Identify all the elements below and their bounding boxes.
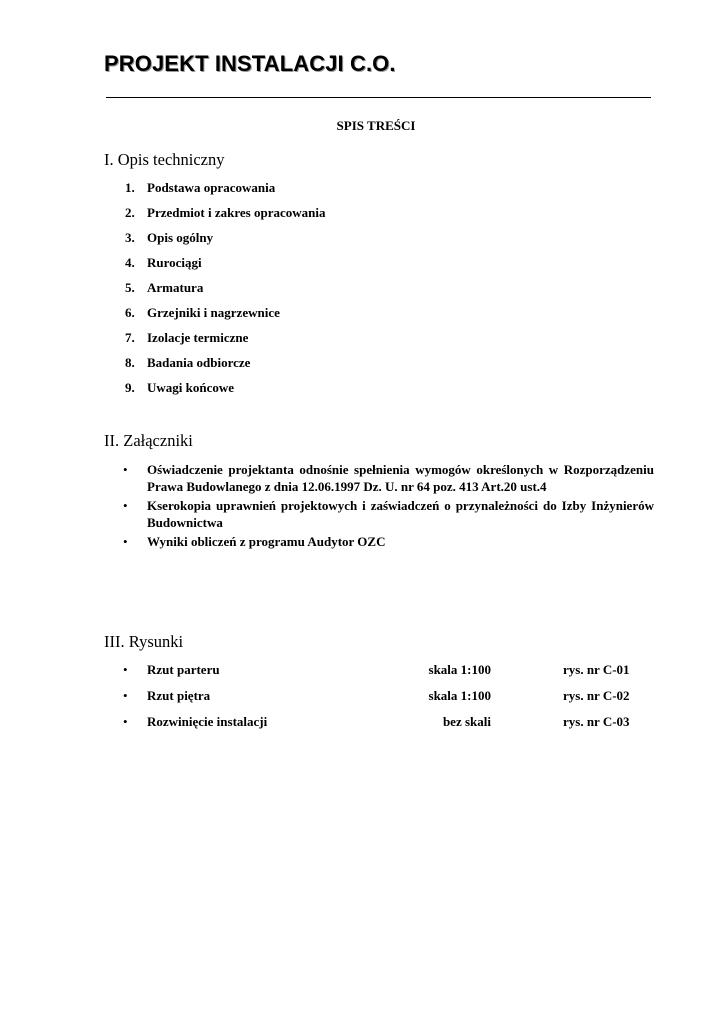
item-number: 7.: [125, 330, 135, 345]
item-text: Oświadczenie projektanta odnośnie spełnienia wymogów określonych w Rozporządzeniu Prawa Budowlanego z dnia 12.06.1997 Dz. U. nr 64 poz. 413 Art.20 ust.4: [147, 462, 654, 494]
item-text: Armatura: [147, 280, 204, 295]
item-text: Rurociągi: [147, 255, 202, 270]
item-text: Uwagi końcowe: [147, 380, 235, 395]
bullet-icon: •: [123, 462, 128, 477]
drawing-scale: skala 1:100: [428, 688, 491, 703]
drawing-number: rys. nr C-02: [563, 688, 630, 703]
drawing-number: rys. nr C-01: [563, 662, 630, 677]
item-number: 5.: [125, 280, 135, 295]
toc-heading: SPIS TREŚCI: [336, 118, 416, 133]
drawing-name: Rozwinięcie instalacji: [147, 714, 268, 729]
item-number: 8.: [125, 355, 135, 370]
bullet-icon: •: [123, 688, 128, 703]
list-item: [104, 462, 654, 495]
item-text: Kserokopia uprawnień projektowych i zaświadczeń o przynależności do Izby Inżynierów Budownictwa: [147, 498, 654, 530]
bullet-icon: •: [123, 534, 128, 549]
attachments-list: [104, 462, 654, 554]
item-text: Wyniki obliczeń z programu Audytor OZC: [147, 534, 386, 549]
bullet-icon: •: [123, 498, 128, 513]
list-item: [104, 498, 654, 531]
document-title: PROJEKT INSTALACJI C.O.: [104, 51, 396, 76]
bullet-icon: •: [123, 662, 128, 677]
item-text: Grzejniki i nagrzewnice: [147, 305, 280, 320]
item-number: 2.: [125, 205, 135, 220]
drawing-name: Rzut piętra: [147, 688, 211, 703]
drawing-scale: bez skali: [442, 714, 491, 729]
item-text: Opis ogólny: [147, 230, 214, 245]
section-heading-drawings: III. Rysunki: [104, 632, 184, 651]
drawing-row: [104, 662, 654, 688]
item-text: Badania odbiorcze: [147, 355, 251, 370]
item-text: Podstawa opracowania: [147, 180, 276, 195]
drawing-scale: skala 1:100: [428, 662, 491, 677]
list-item: [104, 534, 654, 551]
title-divider: [106, 97, 651, 98]
section-heading-attachments: II. Załączniki: [104, 431, 193, 450]
item-number: 9.: [125, 380, 135, 395]
drawing-row: [104, 688, 654, 714]
section-heading-technical-description: I. Opis techniczny: [104, 150, 225, 169]
bullet-icon: •: [123, 714, 128, 729]
item-text: Przedmiot i zakres opracowania: [147, 205, 326, 220]
item-number: 1.: [125, 180, 135, 195]
drawing-number: rys. nr C-03: [563, 714, 630, 729]
item-text: Izolacje termiczne: [147, 330, 249, 345]
item-number: 6.: [125, 305, 135, 320]
drawing-row: [104, 714, 654, 740]
drawing-name: Rzut parteru: [147, 662, 220, 677]
item-number: 3.: [125, 230, 135, 245]
drawings-list: [104, 662, 654, 740]
item-number: 4.: [125, 255, 135, 270]
